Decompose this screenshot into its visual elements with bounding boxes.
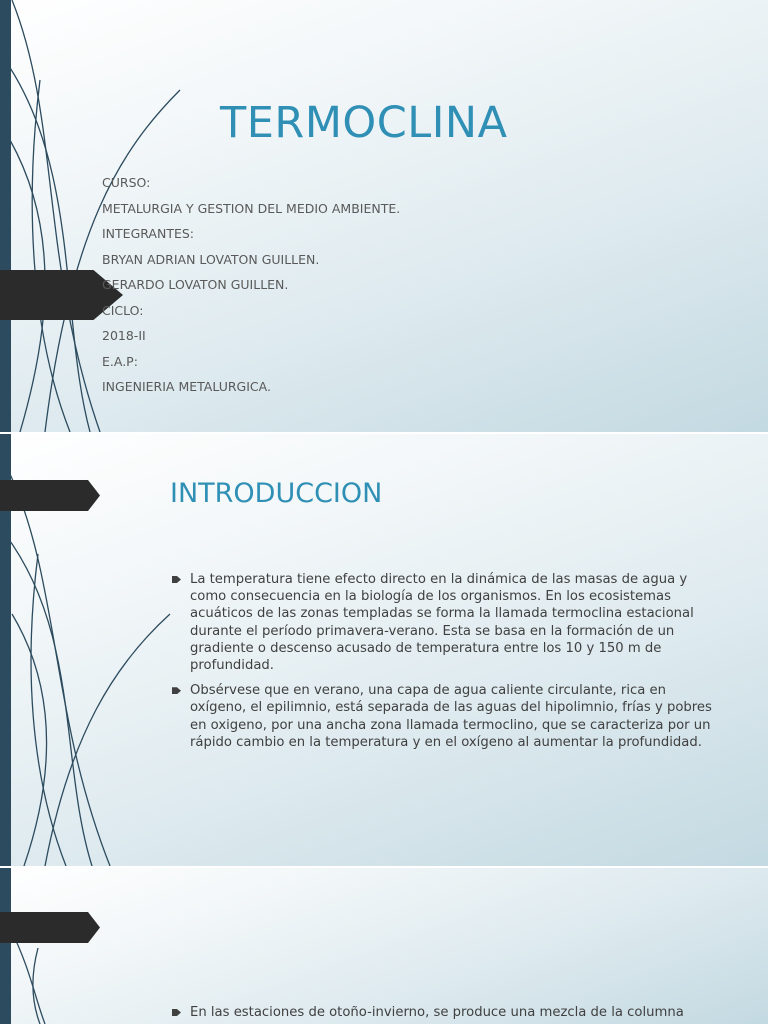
info-line-school-label: E.A.P: — [102, 353, 138, 369]
slide-title: INTRODUCCION — [170, 478, 383, 509]
slide-title: TERMOCLINA — [220, 98, 508, 148]
seasonal-mixing-slide — [0, 868, 768, 1024]
info-line-member-1: BRYAN ADRIAN LOVATON GUILLEN. — [102, 251, 320, 267]
info-line-cycle-label: CICLO: — [102, 302, 144, 318]
bullet-text: La temperatura tiene efecto directo en la dinámica de las masas de agua y como consecuencia en la biología de los organismos. En los ecosistemas acuáticos de las zonas templadas se forma la llamada termoclina estacional durante el período primavera-verano. Esta se basa en la formación de un gradiente o descenso acusado de temperatura entre los 10 y 150 m de profundidad. — [190, 572, 694, 674]
bullet-list — [172, 1004, 724, 1024]
info-line-course-label: CURSO: — [102, 175, 151, 190]
arrow-tab-icon — [0, 912, 100, 943]
bullet-arrow-icon — [172, 1009, 181, 1016]
list-item — [172, 571, 724, 674]
info-line-course: METALURGIA Y GESTION DEL MEDIO AMBIENTE. — [102, 200, 401, 216]
introduction-slide — [0, 434, 768, 866]
title-slide — [0, 0, 768, 432]
arrow-tab-icon — [0, 480, 100, 511]
list-item — [172, 1004, 724, 1021]
info-line-cycle: 2018-II — [102, 328, 146, 343]
decorative-curves — [0, 868, 200, 1024]
info-line-school: INGENIERIA METALURGICA. — [102, 379, 271, 394]
bullet-arrow-icon — [172, 687, 181, 694]
course-info-list — [102, 174, 400, 404]
info-line-member-2: GERARDO LOVATON GUILLEN. — [102, 277, 289, 292]
bullet-text: En las estaciones de otoño-invierno, se produce una mezcla de la columna — [190, 1005, 684, 1020]
bullet-arrow-icon — [172, 576, 181, 583]
bullet-text: Obsérvese que en verano, una capa de agua caliente circulante, rica en oxígeno, el epilimnio, está separada de las aguas del hipolimnio, frías y pobres en oxigeno, por una ancha zona llamada termoclino, que se caracteriza por un rápido cambio en la temperatura y en el oxígeno al aumentar la profundidad. — [190, 683, 712, 750]
bullet-list — [172, 571, 724, 759]
list-item — [172, 682, 724, 751]
info-line-members-label: INTEGRANTES: — [102, 226, 195, 241]
